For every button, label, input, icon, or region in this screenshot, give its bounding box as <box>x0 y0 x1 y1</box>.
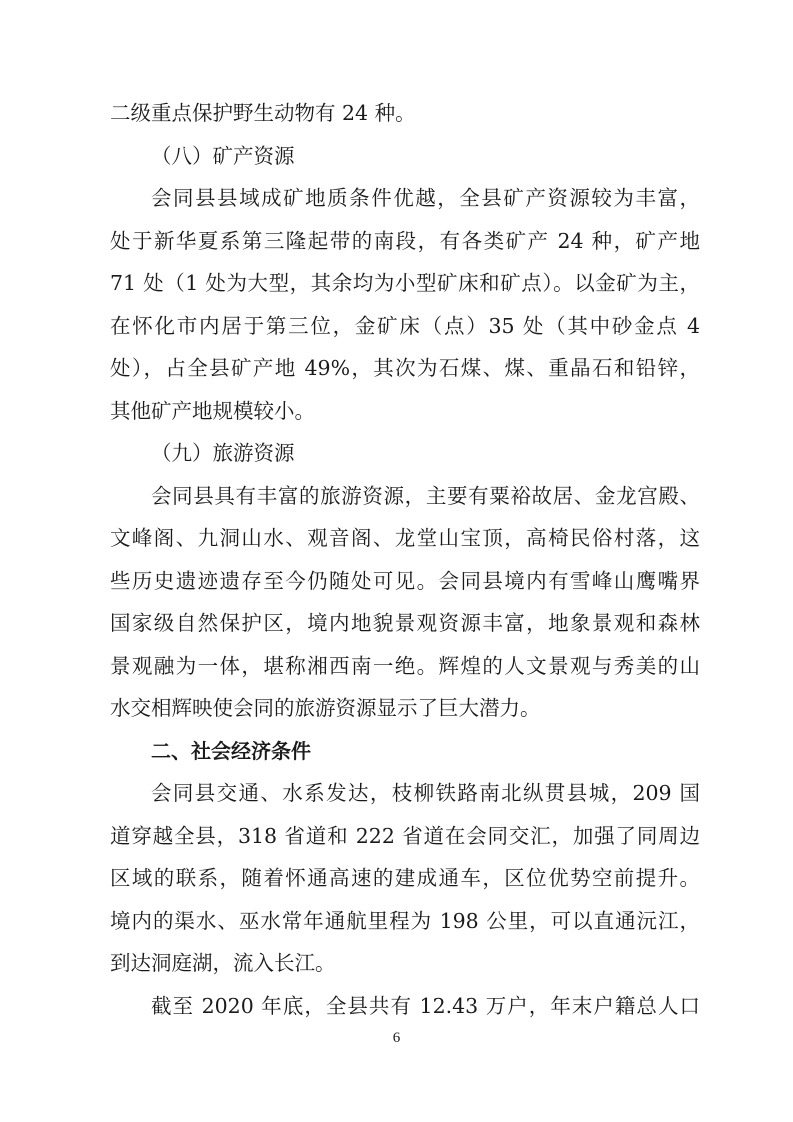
section-heading-mineral: （八）矿产资源 <box>151 143 295 168</box>
text-line: 71 处（1 处为大型，其余均为小型矿床和矿点）。以金矿为主， <box>110 271 700 295</box>
chapter-heading-socioeconomic: 二、社会经济条件 <box>151 738 311 763</box>
text-line: 会同县县域成矿地质条件优越，全县矿产资源较为丰富， <box>151 186 700 210</box>
text-line: 截至 2020 年底，全县共有 12.43 万户，年末户籍总人口 <box>151 993 700 1018</box>
text-line: 其他矿产地规模较小。 <box>110 398 315 423</box>
text-line: 文峰阁、九洞山水、观音阁、龙堂山宝顶，高椅民俗村落，这 <box>110 526 700 550</box>
body-text <box>110 92 700 1027</box>
text-line: 些历史遗迹遗存至今仍随处可见。会同县境内有雪峰山鹰嘴界 <box>110 568 700 593</box>
text-line: 到达洞庭湖，流入长江。 <box>110 951 336 975</box>
text-line: 会同县交通、水系发达，枝柳铁路南北纵贯县城，209 国 <box>151 781 700 805</box>
text-line: 景观融为一体，堪称湘西南一绝。辉煌的人文景观与秀美的山 <box>110 653 700 678</box>
text-line: 道穿越全县，318 省道和 222 省道在会同交汇，加强了同周边 <box>110 823 700 848</box>
text-line: 在怀化市内居于第三位，金矿床（点）35 处（其中砂金点 4 <box>110 313 700 338</box>
text-line: 水交相辉映使会同的旅游资源显示了巨大潜力。 <box>110 696 541 720</box>
text-line: 二级重点保护野生动物有 24 种。 <box>110 101 416 125</box>
text-line: 区域的联系，随着怀通高速的建成通车，区位优势空前提升。 <box>110 866 700 890</box>
page-number: 6 <box>392 1030 401 1046</box>
text-line: 处于新华夏系第三隆起带的南段，有各类矿产 24 种，矿产地 <box>110 228 700 253</box>
text-line: 处），占全县矿产地 49%，其次为石煤、煤、重晶石和铅锌， <box>110 356 700 380</box>
text-line: 境内的渠水、巫水常年通航里程为 198 公里，可以直通沅江， <box>110 908 700 933</box>
text-line: 会同县具有丰富的旅游资源，主要有粟裕故居、金龙宫殿、 <box>151 483 700 508</box>
section-heading-tourism: （九）旅游资源 <box>151 441 295 465</box>
text-line: 国家级自然保护区，境内地貌景观资源丰富，地象景观和森林 <box>110 611 700 635</box>
